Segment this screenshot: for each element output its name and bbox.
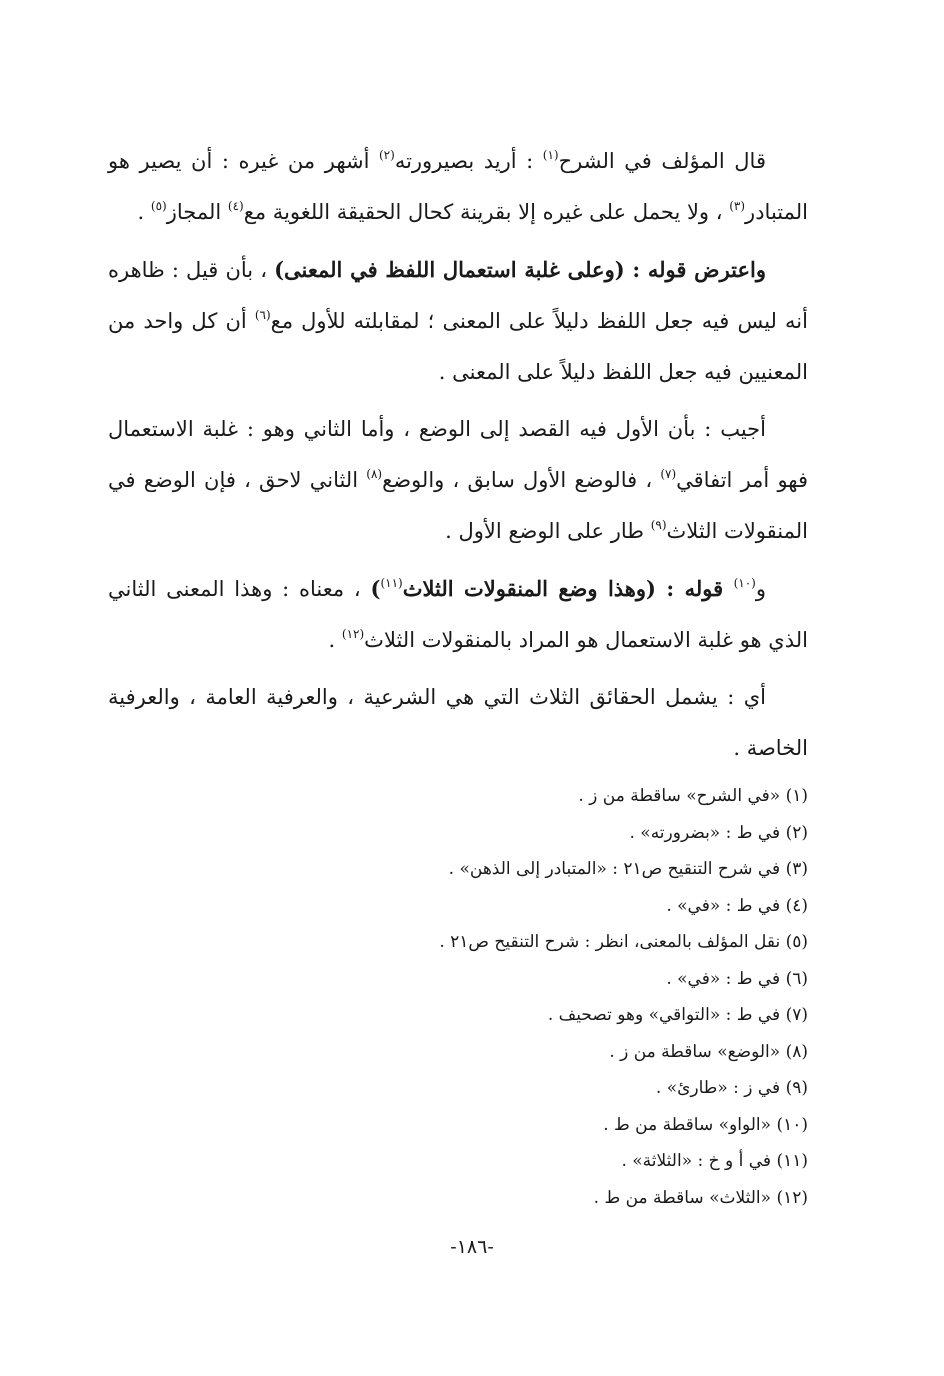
footnote-9: (٩) في ز : «طارئ» . [655,1078,808,1098]
footnote-10: (١٠) «الواو» ساقطة من ط . [603,1114,808,1135]
quoted-phrase: قوله : (وهذا وضع المنقولات الثلاث [402,576,734,601]
footnote-12: (١٢) «الثلاث» ساقطة من ط . [593,1187,808,1208]
footnote-ref: (١١) [380,576,403,590]
footnote-2: (٢) في ط : «بضرورته» . [629,822,808,843]
footnote-1: (١) «في الشرح» ساقطة من ز . [578,786,808,806]
paragraph-3 [108,404,808,557]
footnote-5: (٥) نقل المؤلف بالمعنى، انظر : شرح التنقيح ص٢١ . [439,932,808,952]
footnote-11: (١١) في أ و خ : «الثلاثة» . [621,1151,808,1171]
text-run: الثاني لاحق ، فإن الوضع في المنقولات الثلاث [108,468,808,543]
text-run: ، معناه : وهذا المعنى الثاني الذي هو غلبة الاستعمال هو المراد بالمنقولات الثلاث [108,577,808,652]
text-run: ، بأن قيل : ظاهره أنه ليس فيه جعل اللفظ دليلاً على المعنى ؛ لمقابلته للأول مع [108,258,808,333]
quoted-phrase: واعترض قوله : (وعلى غلبة استعمال اللفظ في المعنى) [274,257,766,282]
text-run: قال المؤلف في الشرح [558,149,766,173]
text-run: ، ولا يحمل على غيره إلا بقرينة كحال الحقيقة اللغوية مع [243,200,730,224]
quoted-phrase: ) [370,576,381,601]
footnote-ref: (٩) [650,518,667,532]
footnote-ref: (١) [542,148,559,162]
paragraph-1 [108,136,808,238]
text-run: طار على الوضع الأول . [445,519,651,543]
footnote-ref: (٨) [366,467,383,481]
footnote-ref: (٧) [660,467,677,481]
main-text [108,136,808,774]
footnote-7: (٧) في ط : «التواقي» وهو تصحيف . [547,1005,808,1025]
footnote-4: (٤) في ط : «في» . [666,895,808,916]
footnote-ref: (١٠) [733,576,756,590]
footnote-ref: (٤) [227,199,244,213]
footnotes [108,778,808,1216]
text-run: أن كل واحد من المعنيين فيه جعل اللفظ دليلاً على المعنى . [108,309,808,384]
footnote-ref: (١٢) [341,627,365,641]
page-number: -١٨٦- [450,1236,494,1258]
paragraph-2 [108,244,808,398]
footnote-ref: (٣) [729,199,746,213]
text-run: و [755,577,766,601]
paragraph-4 [108,563,808,666]
text-run: أجيب : بأن الأول فيه القصد إلى الوضع ، وأما الثاني وهو : غلبة الاستعمال فهو أمر اتفاقي [108,417,809,492]
footnote-ref: (٢) [378,148,395,162]
footnote-ref: (٥) [150,199,167,213]
text-run: : أريد بصيرورته [394,149,543,173]
text-run: . [328,628,342,652]
text-run: ، فالوضع الأول سابق ، والوضع [382,468,661,492]
text-run: المجاز [166,200,228,224]
paragraph-5: أي : يشمل الحقائق الثلاث التي هي الشرعية ، والعرفية العامة ، والعرفية الخاصة . [108,685,808,760]
footnote-3: (٣) في شرح التنقيح ص٢١ : «المتبادر إلى الذهن» . [448,859,808,879]
footnote-8: (٨) «الوضع» ساقطة من ز . [609,1041,808,1062]
text-run: . [137,200,151,224]
text-run: أشهر من غيره : أن يصير هو المتبادر [108,149,808,224]
footnote-ref: (٦) [254,308,271,322]
footnote-6: (٦) في ط : «في» . [666,968,808,989]
